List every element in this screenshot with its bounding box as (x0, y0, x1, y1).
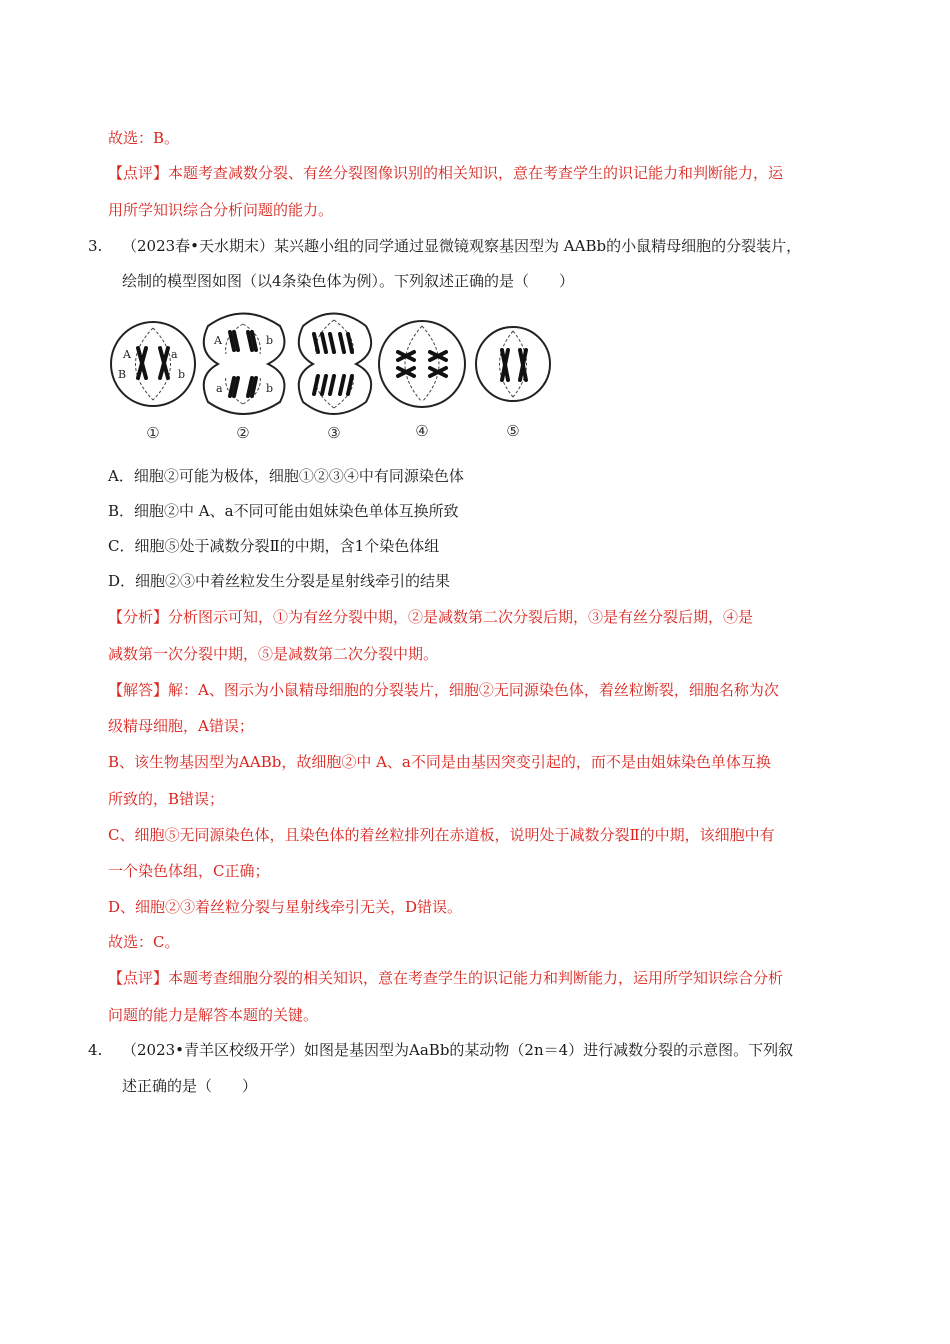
text-line: 级精母细胞，A错误； (108, 717, 254, 735)
text-line: D、细胞②③着丝粒分裂与星射线牵引无关，D错误。 (108, 898, 463, 916)
text-line: C．细胞⑤处于减数分裂Ⅱ的中期，含1个染色体组 (108, 537, 440, 555)
figure-label-3: ③ (327, 424, 341, 442)
text-line: 一个染色体组，C正确； (108, 862, 270, 880)
text-line: 故选：C。 (108, 933, 180, 951)
text-line: 用所学知识综合分析问题的能力。 (108, 201, 334, 219)
cell-3 (299, 314, 371, 415)
text-line: D．细胞②③中着丝粒发生分裂是星射线牵引的结果 (108, 572, 451, 590)
text-line: 述正确的是（ ） (122, 1077, 258, 1095)
text-line: B、该生物基因型为AABb，故细胞②中 A、a不同是由基因突变引起的，而不是由姐妹染色单体互换 (108, 753, 771, 771)
cell-division-diagram (108, 306, 558, 446)
gene-b-cell2: b (266, 334, 274, 347)
gene-b-cell1: b (178, 368, 186, 381)
question-number: 3. (88, 237, 103, 255)
gene-A-cell2: A (214, 334, 222, 347)
cell-5 (476, 327, 550, 401)
text-line: 【分析】分析图示可知，①为有丝分裂中期，②是减数第二次分裂后期，③是有丝分裂后期，④是 (108, 608, 754, 626)
figure-label-4: ④ (415, 422, 429, 440)
figure-label-1: ① (146, 424, 160, 442)
text-line: B．细胞②中 A、a不同可能由姐妹染色单体互换所致 (108, 502, 459, 520)
text-line: 故选：B。 (108, 129, 180, 147)
text-line: 所致的，B错误； (108, 790, 225, 808)
text-line: 减数第一次分裂中期，⑤是减数第二次分裂中期。 (108, 645, 439, 663)
text-line: C、细胞⑤无同源染色体，且染色体的着丝粒排列在赤道板，说明处于减数分裂Ⅱ的中期，该细胞中有 (108, 826, 775, 844)
cell-2 (204, 314, 285, 415)
gene-a-cell1: a (171, 348, 178, 361)
figure-label-5: ⑤ (506, 422, 520, 440)
text-line: 【点评】本题考查细胞分裂的相关知识，意在考查学生的识记能力和判断能力，运用所学知识综合分析 (108, 969, 784, 987)
text-line: （2023•青羊区校级开学）如图是基因型为AaBb的某动物（2n＝4）进行减数分裂的示意图。下列叙 (122, 1041, 794, 1059)
cell-4 (379, 321, 465, 407)
cell-1 (111, 322, 195, 406)
text-line: A．细胞②可能为极体，细胞①②③④中有同源染色体 (108, 467, 464, 485)
gene-B-cell1: B (118, 368, 127, 381)
text-line: 问题的能力是解答本题的关键。 (108, 1006, 319, 1024)
figure-label-2: ② (236, 424, 250, 442)
text-line: （2023春•天水期末）某兴趣小组的同学通过显微镜观察基因型为 AABb的小鼠精母细胞的分裂装片， (122, 237, 802, 255)
gene-A-cell1: A (123, 348, 131, 361)
text-line: 【点评】本题考查减数分裂、有丝分裂图像识别的相关知识，意在考查学生的识记能力和判断能力，运 (108, 164, 784, 182)
text-line: 绘制的模型图如图（以4条染色体为例）。下列叙述正确的是（ ） (122, 272, 575, 290)
gene-b2-cell2: b (266, 382, 274, 395)
text-line: 【解答】解：A、图示为小鼠精母细胞的分裂装片，细胞②无同源染色体，着丝粒断裂，细胞名称为次 (108, 681, 779, 699)
cell-division-figure (108, 306, 558, 446)
gene-a-cell2: a (216, 382, 223, 395)
question-number: 4. (88, 1041, 103, 1059)
